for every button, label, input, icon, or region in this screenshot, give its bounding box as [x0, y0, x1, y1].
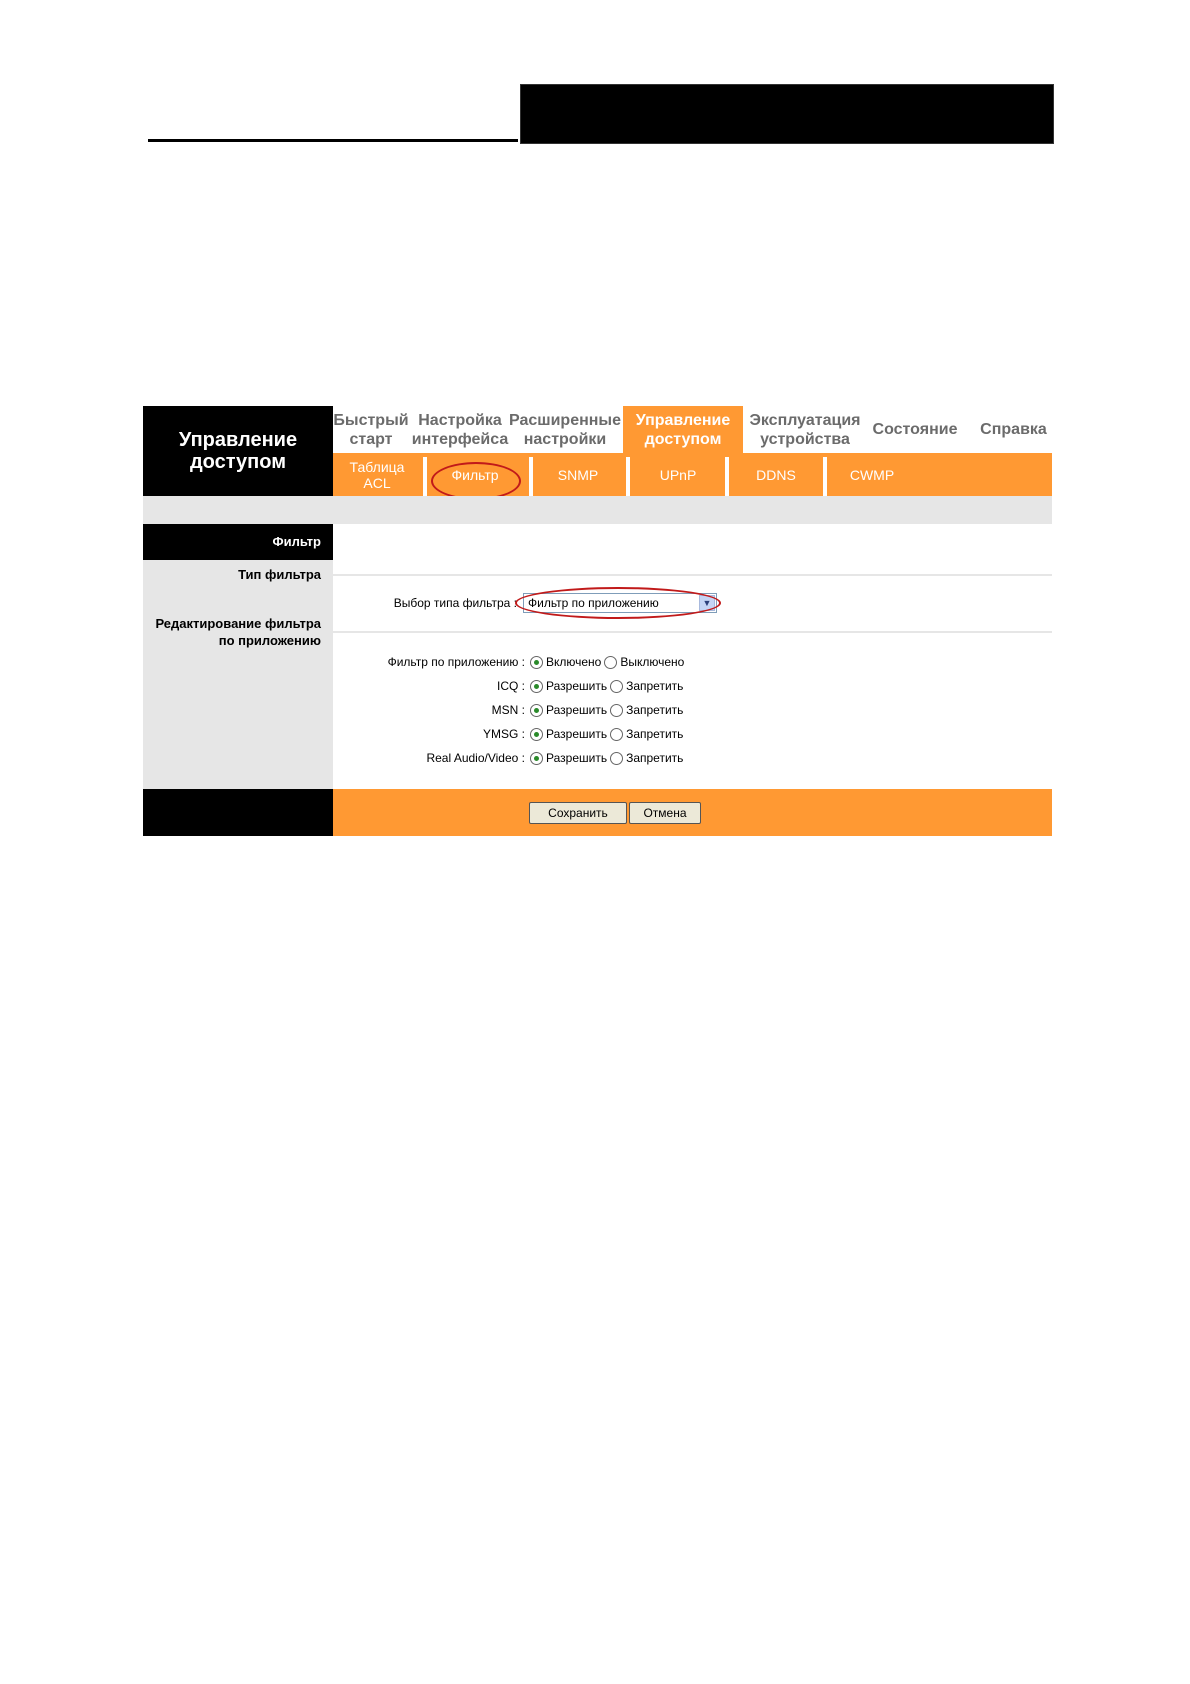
ymsg-deny-label: Запретить	[626, 727, 684, 741]
divider	[333, 574, 1052, 576]
msn-allow-label: Разрешить	[546, 703, 608, 717]
document-header-band	[520, 84, 1054, 144]
tab-snmp[interactable]: SNMP	[557, 466, 599, 483]
icq-deny-label: Запретить	[626, 679, 684, 693]
menu-maintenance[interactable]: Эксплуатация устройства	[749, 411, 861, 448]
tab-filter[interactable]: Фильтр	[451, 466, 499, 483]
real-av-deny-label: Запретить	[626, 751, 684, 765]
menu-access-management[interactable]: Управление доступом	[623, 406, 743, 453]
chevron-down-icon[interactable]: ▼	[699, 595, 715, 611]
section-title	[143, 406, 333, 496]
save-button[interactable]: Сохранить	[529, 802, 627, 824]
main-menu	[333, 406, 1052, 453]
tab-cwmp[interactable]: CWMP	[849, 466, 895, 483]
app-filter-options	[527, 655, 684, 669]
ymsg-options	[527, 727, 683, 741]
menu-help[interactable]: Справка	[980, 421, 1047, 438]
radio-disabled[interactable]	[604, 656, 617, 669]
sidebar-label-filter-type: Тип фильтра	[238, 567, 321, 582]
footer-bar	[333, 789, 1052, 836]
menu-status[interactable]: Состояние	[872, 421, 958, 438]
msn-deny-radio[interactable]	[610, 704, 623, 717]
footer-left	[143, 789, 333, 836]
msn-allow-radio[interactable]	[530, 704, 543, 717]
filter-type-select[interactable]	[523, 593, 717, 613]
divider	[333, 631, 1052, 633]
real-av-deny-radio[interactable]	[610, 752, 623, 765]
real-av-allow-radio[interactable]	[530, 752, 543, 765]
content-area	[333, 524, 1052, 789]
real-av-label: Real Audio/Video :	[426, 751, 525, 765]
ymsg-allow-label: Разрешить	[546, 727, 608, 741]
real-av-allow-label: Разрешить	[546, 751, 608, 765]
real-av-options	[527, 751, 683, 765]
ymsg-allow-radio[interactable]	[530, 728, 543, 741]
icq-deny-radio[interactable]	[610, 680, 623, 693]
tab-acl-table[interactable]: Таблица ACL	[349, 458, 405, 491]
tab-ddns[interactable]: DDNS	[756, 466, 796, 483]
msn-options	[527, 703, 683, 717]
filter-type-select-value: Фильтр по приложению	[528, 596, 659, 610]
router-admin-panel	[143, 406, 1052, 836]
sidebar	[143, 524, 333, 789]
sidebar-header: Фильтр	[143, 524, 333, 560]
menu-advanced-setup[interactable]: Расширенные настройки	[509, 411, 621, 448]
app-filter-label: Фильтр по приложению :	[387, 655, 525, 669]
icq-options	[527, 679, 683, 693]
spacer-strip	[143, 496, 1052, 524]
section-title-line2: доступом	[189, 451, 286, 473]
ymsg-label: YMSG :	[482, 727, 525, 741]
icq-label: ICQ :	[496, 679, 525, 693]
radio-enabled-label: Включено	[546, 655, 602, 669]
sidebar-label-app-filter-edit: Редактирование фильтра по приложению	[155, 616, 321, 648]
radio-disabled-label: Выключено	[620, 655, 685, 669]
cancel-button[interactable]: Отмена	[629, 802, 701, 824]
radio-enabled[interactable]	[530, 656, 543, 669]
msn-deny-label: Запретить	[626, 703, 684, 717]
icq-allow-label: Разрешить	[546, 679, 608, 693]
tab-upnp[interactable]: UPnP	[659, 466, 697, 483]
ymsg-deny-radio[interactable]	[610, 728, 623, 741]
icq-allow-radio[interactable]	[530, 680, 543, 693]
menu-quick-start[interactable]: Быстрый старт	[333, 411, 409, 448]
document-header-rule	[148, 139, 518, 142]
menu-interface-setup[interactable]: Настройка интерфейса	[411, 411, 509, 448]
sub-menu	[333, 453, 1052, 496]
filter-type-select-label: Выбор типа фильтра :	[393, 596, 517, 610]
section-title-line1: Управление	[178, 429, 298, 451]
msn-label: MSN :	[491, 703, 525, 717]
